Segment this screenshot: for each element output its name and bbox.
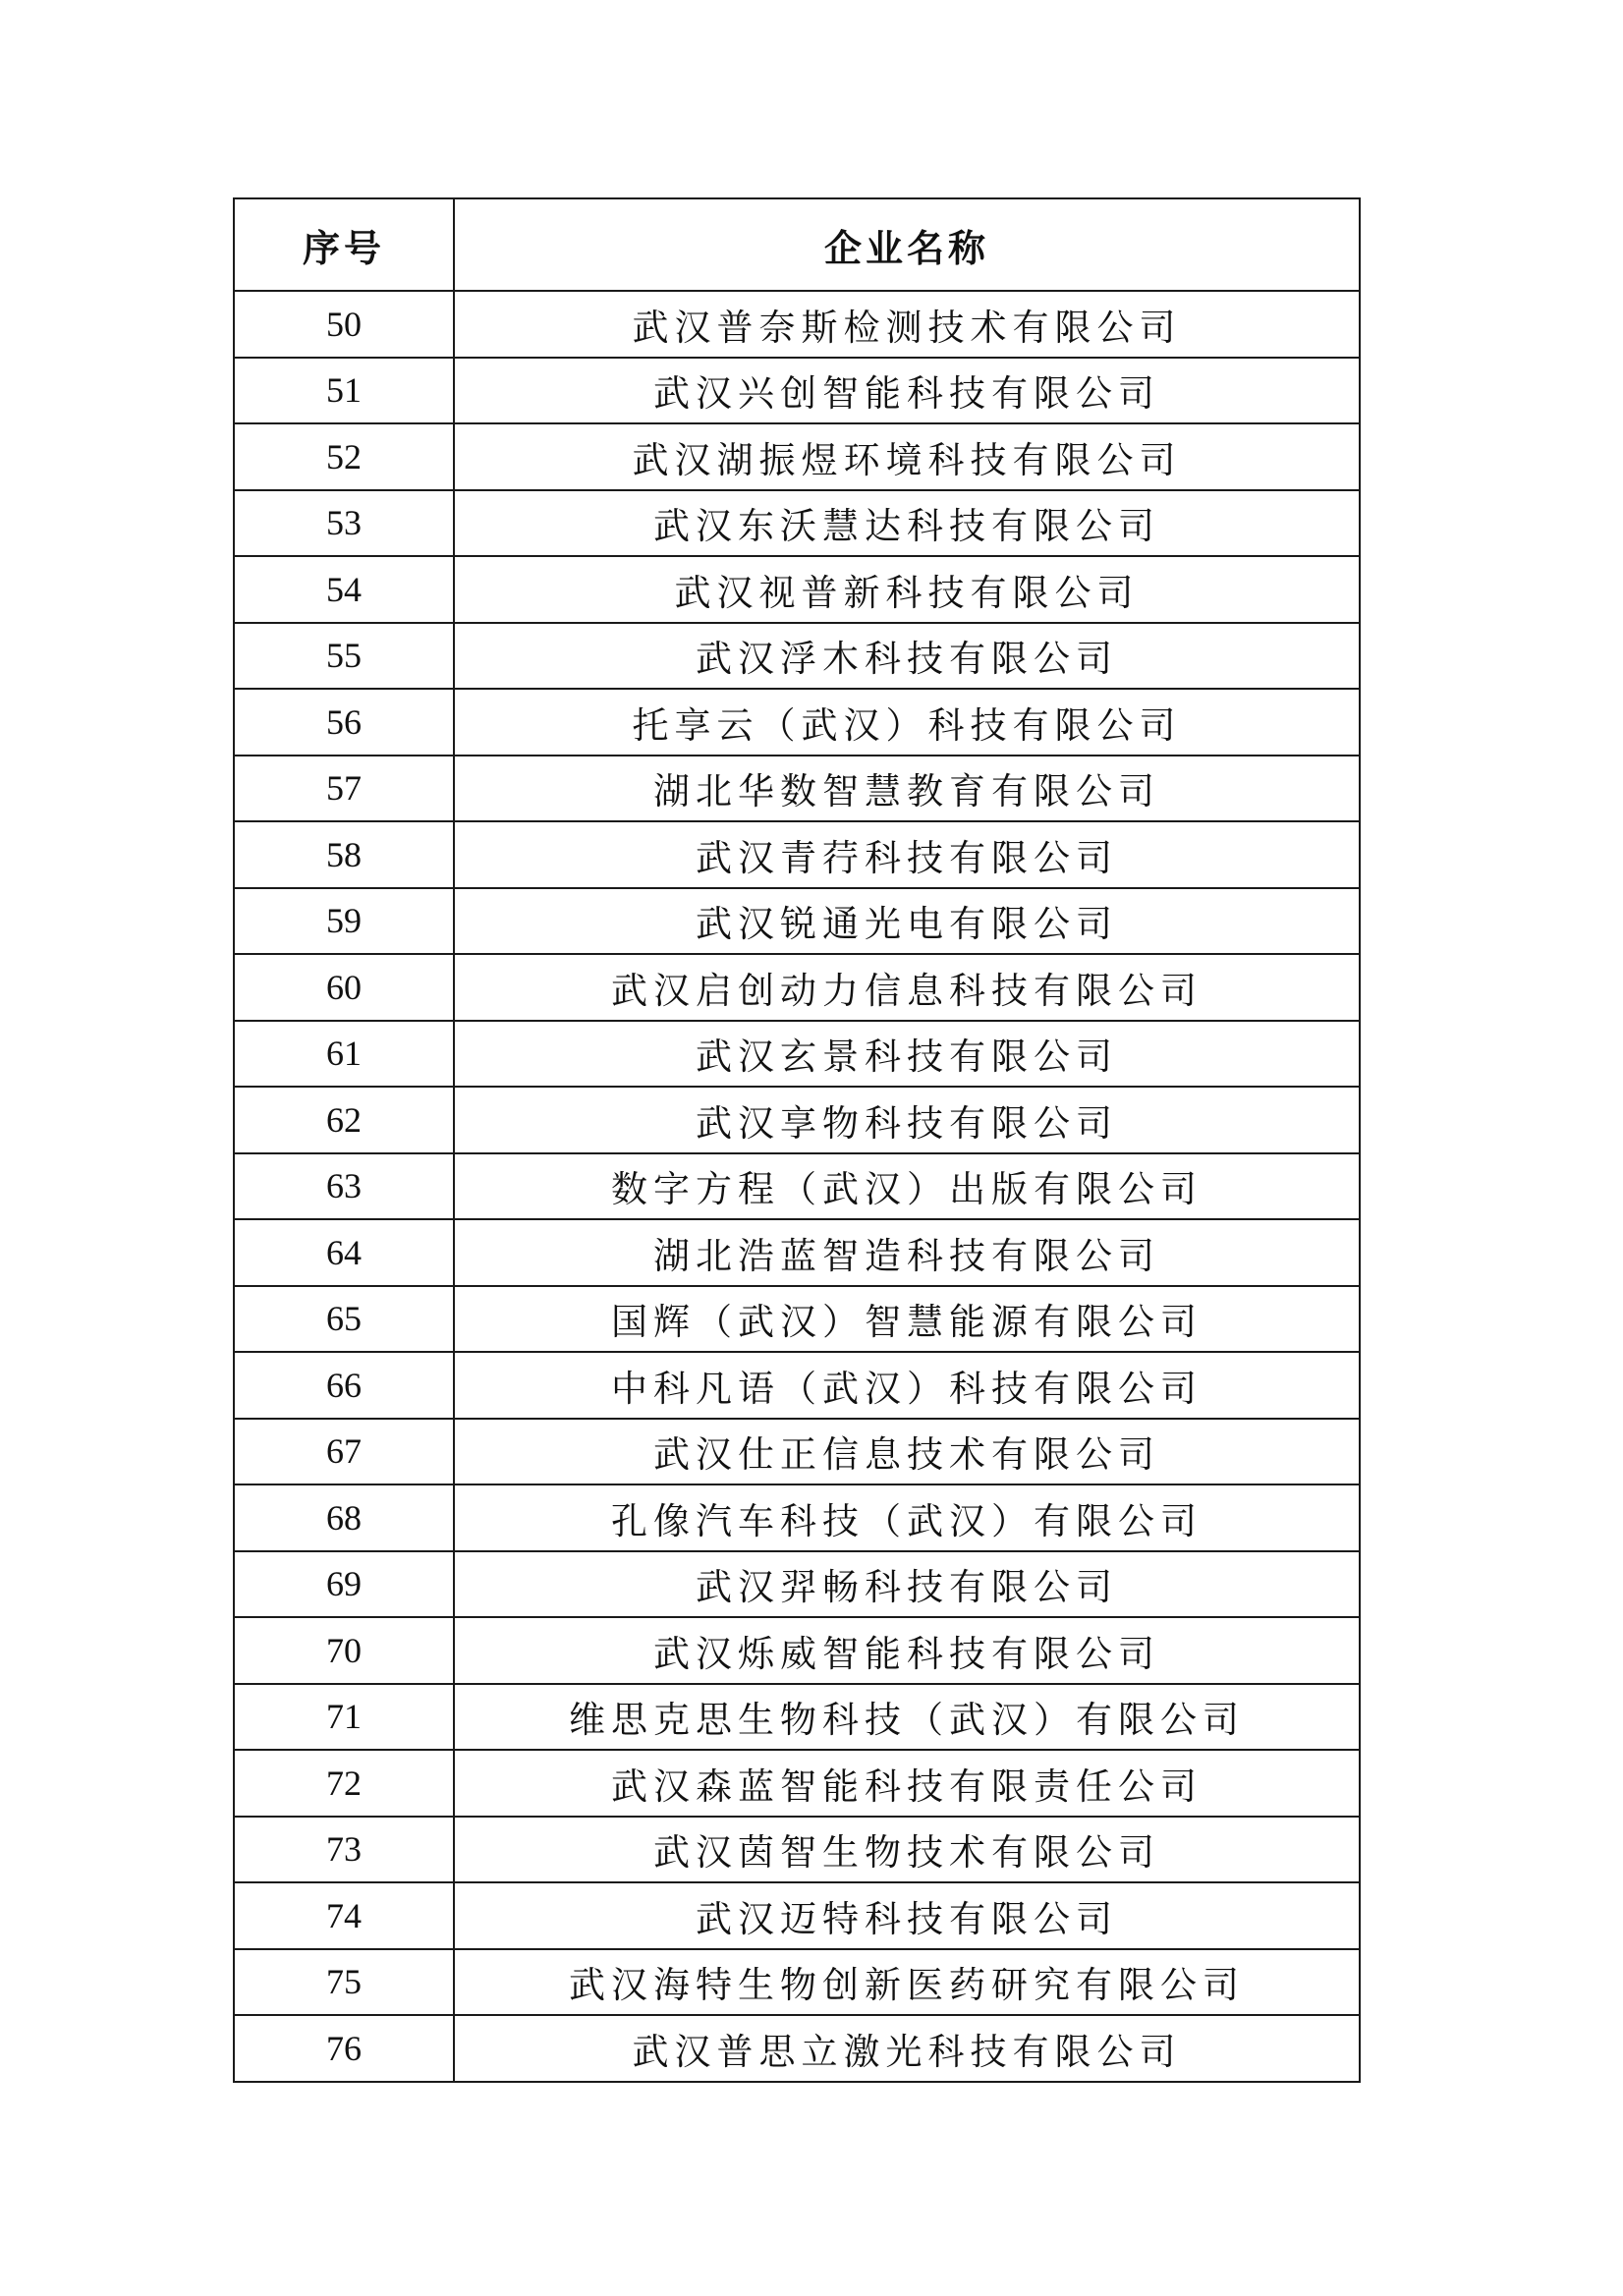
row-index: 69 [234, 1551, 454, 1618]
table-row [234, 1949, 1360, 2016]
row-company-name: 中科凡语（武汉）科技有限公司 [454, 1352, 1360, 1419]
row-company-name: 武汉湖振煜环境科技有限公司 [454, 423, 1360, 490]
row-index: 63 [234, 1153, 454, 1220]
row-index: 76 [234, 2015, 454, 2082]
header-index: 序号 [234, 198, 454, 291]
row-index: 58 [234, 821, 454, 888]
row-index: 70 [234, 1617, 454, 1684]
row-index: 62 [234, 1087, 454, 1153]
row-index: 61 [234, 1021, 454, 1088]
table-row [234, 1153, 1360, 1220]
row-company-name: 孔像汽车科技（武汉）有限公司 [454, 1484, 1360, 1551]
row-company-name: 武汉东沃慧达科技有限公司 [454, 490, 1360, 557]
row-company-name: 武汉享物科技有限公司 [454, 1087, 1360, 1153]
table-row [234, 1617, 1360, 1684]
row-company-name: 湖北华数智慧教育有限公司 [454, 756, 1360, 822]
table-row [234, 1484, 1360, 1551]
row-index: 51 [234, 358, 454, 424]
row-index: 75 [234, 1949, 454, 2016]
row-company-name: 武汉羿畅科技有限公司 [454, 1551, 1360, 1618]
row-index: 60 [234, 954, 454, 1021]
row-company-name: 武汉迈特科技有限公司 [454, 1882, 1360, 1949]
row-company-name: 武汉烁威智能科技有限公司 [454, 1617, 1360, 1684]
row-company-name: 武汉普思立激光科技有限公司 [454, 2015, 1360, 2082]
row-index: 52 [234, 423, 454, 490]
table-row [234, 623, 1360, 690]
table-row [234, 756, 1360, 822]
table-row [234, 1286, 1360, 1353]
row-index: 66 [234, 1352, 454, 1419]
row-index: 68 [234, 1484, 454, 1551]
table-row [234, 2015, 1360, 2082]
table-row [234, 1817, 1360, 1883]
row-company-name: 武汉仕正信息技术有限公司 [454, 1419, 1360, 1485]
row-company-name: 武汉茵智生物技术有限公司 [454, 1817, 1360, 1883]
company-list-table [233, 197, 1361, 2083]
row-company-name: 武汉玄景科技有限公司 [454, 1021, 1360, 1088]
row-index: 55 [234, 623, 454, 690]
table-row [234, 556, 1360, 623]
row-index: 64 [234, 1219, 454, 1286]
row-index: 54 [234, 556, 454, 623]
row-index: 74 [234, 1882, 454, 1949]
row-company-name: 国辉（武汉）智慧能源有限公司 [454, 1286, 1360, 1353]
row-company-name: 武汉视普新科技有限公司 [454, 556, 1360, 623]
table-row [234, 490, 1360, 557]
row-company-name: 武汉森蓝智能科技有限责任公司 [454, 1750, 1360, 1817]
table-row [234, 1419, 1360, 1485]
table-row [234, 1551, 1360, 1618]
row-index: 59 [234, 888, 454, 955]
row-index: 71 [234, 1684, 454, 1751]
row-company-name: 数字方程（武汉）出版有限公司 [454, 1153, 1360, 1220]
row-company-name: 武汉兴创智能科技有限公司 [454, 358, 1360, 424]
table-body [234, 291, 1360, 2082]
table-row [234, 689, 1360, 756]
row-index: 57 [234, 756, 454, 822]
row-company-name: 武汉海特生物创新医药研究有限公司 [454, 1949, 1360, 2016]
table-row [234, 423, 1360, 490]
table-row [234, 888, 1360, 955]
table-row [234, 1750, 1360, 1817]
table-row [234, 1087, 1360, 1153]
row-company-name: 武汉青荇科技有限公司 [454, 821, 1360, 888]
table-row [234, 1352, 1360, 1419]
row-index: 67 [234, 1419, 454, 1485]
row-company-name: 湖北浩蓝智造科技有限公司 [454, 1219, 1360, 1286]
row-index: 56 [234, 689, 454, 756]
header-company-name: 企业名称 [454, 198, 1360, 291]
row-company-name: 托享云（武汉）科技有限公司 [454, 689, 1360, 756]
row-index: 65 [234, 1286, 454, 1353]
table-row [234, 291, 1360, 358]
row-index: 72 [234, 1750, 454, 1817]
row-index: 53 [234, 490, 454, 557]
row-company-name: 武汉启创动力信息科技有限公司 [454, 954, 1360, 1021]
table-row [234, 821, 1360, 888]
row-index: 50 [234, 291, 454, 358]
row-company-name: 维思克思生物科技（武汉）有限公司 [454, 1684, 1360, 1751]
table-row [234, 1882, 1360, 1949]
row-index: 73 [234, 1817, 454, 1883]
table-row [234, 1219, 1360, 1286]
table-row [234, 954, 1360, 1021]
row-company-name: 武汉浮木科技有限公司 [454, 623, 1360, 690]
table-row [234, 1684, 1360, 1751]
table-row [234, 1021, 1360, 1088]
row-company-name: 武汉锐通光电有限公司 [454, 888, 1360, 955]
table-header-row [234, 198, 1360, 291]
row-company-name: 武汉普奈斯检测技术有限公司 [454, 291, 1360, 358]
table-row [234, 358, 1360, 424]
